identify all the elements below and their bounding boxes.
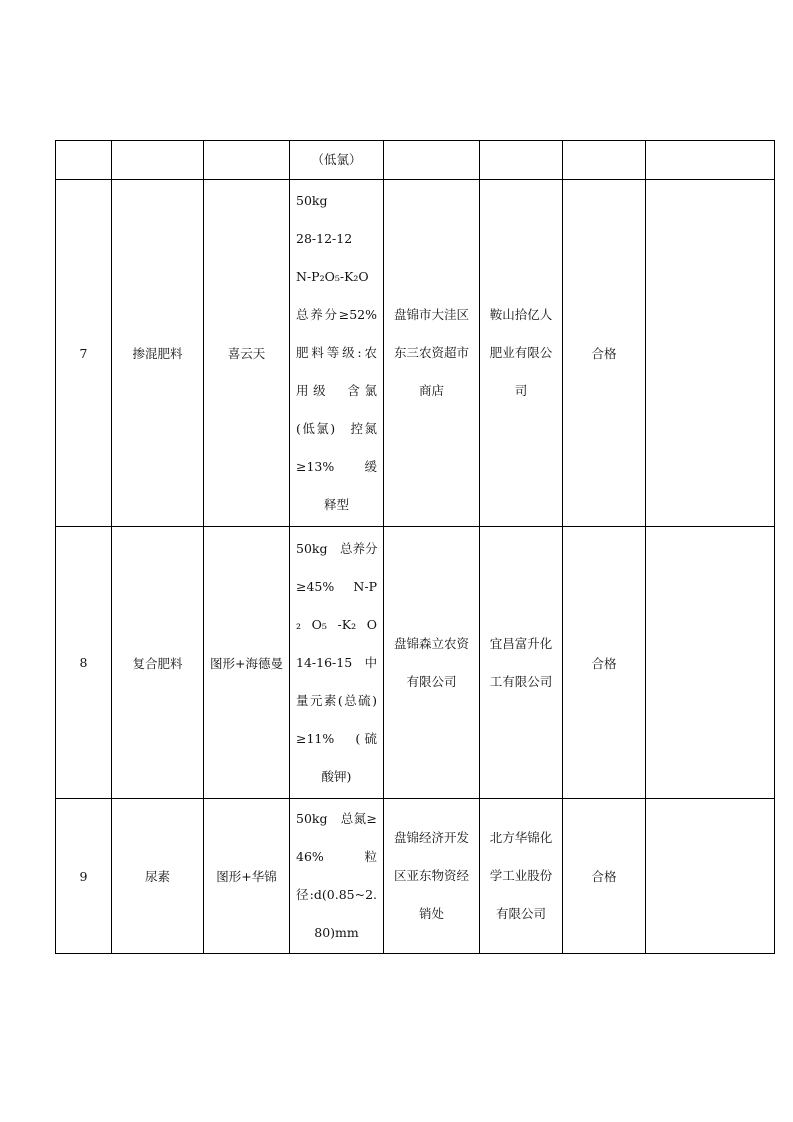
result-cell: 合格 — [563, 180, 646, 527]
seller-cell-line: 商店 — [418, 383, 444, 398]
serial-number-cell — [56, 141, 112, 180]
seller-cell-line: 盘锦经济开发 — [393, 830, 469, 845]
remark-cell — [646, 527, 775, 799]
product-name-cell: 掺混肥料 — [112, 180, 204, 527]
manufacturer-cell-line: 司 — [514, 383, 528, 398]
seller-cell-line: 区亚东物资经 — [393, 868, 469, 883]
spec-cell-line: 50kg — [296, 193, 328, 208]
seller-cell-line: 盘锦森立农资 — [393, 635, 469, 651]
spec-cell-line: 总养分≥52% — [296, 307, 377, 322]
spec-cell-line: ≥45% N-P — [296, 578, 377, 594]
manufacturer-cell — [480, 180, 563, 527]
product-name-cell — [112, 141, 204, 180]
spec-cell — [290, 141, 384, 180]
spec-cell-line: 28-12-12 — [296, 231, 353, 246]
spec-cell-line: ₂ O₅ -K₂ O — [296, 616, 377, 632]
table-row — [56, 141, 775, 180]
manufacturer-cell-line: 肥业有限公 — [489, 345, 553, 360]
spec-cell-line: 肥料等级:农 — [296, 345, 377, 360]
trademark-cell — [204, 141, 290, 180]
spec-cell-line: （低氯） — [311, 152, 362, 167]
inspection-table — [55, 140, 775, 954]
manufacturer-cell-line: 学工业股份 — [489, 868, 553, 883]
table-row — [56, 527, 775, 799]
spec-cell-line: 酸钾) — [321, 768, 352, 784]
manufacturer-cell-line: 北方华锦化 — [489, 830, 553, 845]
table-row — [56, 799, 775, 954]
seller-cell — [384, 799, 480, 954]
result-cell: 合格 — [563, 799, 646, 954]
seller-cell-line: 销处 — [418, 906, 444, 921]
trademark-cell: 图形+海德曼 — [204, 527, 290, 799]
spec-cell-line: 50kg 总氮≥ — [296, 811, 377, 826]
manufacturer-cell — [480, 527, 563, 799]
manufacturer-cell — [480, 141, 563, 180]
serial-number-cell: 8 — [56, 527, 112, 799]
trademark-cell: 图形+华锦 — [204, 799, 290, 954]
spec-cell-line: 80)mm — [314, 925, 359, 940]
spec-cell — [290, 527, 384, 799]
spec-cell-line: (低氯) 控氮 — [296, 421, 377, 436]
product-name-cell: 复合肥料 — [112, 527, 204, 799]
manufacturer-cell-line: 鞍山拾亿人 — [489, 307, 553, 322]
spec-cell-line: N-P₂O₅-K₂O — [296, 269, 369, 284]
manufacturer-cell-line: 工有限公司 — [489, 673, 553, 689]
manufacturer-cell-line: 宜昌富升化 — [489, 635, 553, 651]
manufacturer-cell — [480, 799, 563, 954]
spec-cell-line: 14-16-15 中 — [296, 654, 378, 670]
trademark-cell: 喜云天 — [204, 180, 290, 527]
seller-cell-line: 有限公司 — [406, 673, 457, 689]
spec-cell-line: ≥11% (硫 — [296, 730, 377, 746]
remark-cell — [646, 799, 775, 954]
seller-cell — [384, 527, 480, 799]
result-cell — [563, 141, 646, 180]
spec-cell-line: 量元素(总硫) — [296, 692, 377, 708]
spec-cell-line: 释型 — [323, 497, 349, 512]
product-name-cell: 尿素 — [112, 799, 204, 954]
seller-cell — [384, 180, 480, 527]
seller-cell-line: 盘锦市大洼区 — [393, 307, 469, 322]
seller-cell — [384, 141, 480, 180]
manufacturer-cell-line: 有限公司 — [495, 906, 546, 921]
serial-number-cell: 7 — [56, 180, 112, 527]
serial-number-cell: 9 — [56, 799, 112, 954]
spec-cell-line: ≥13% 缓 — [296, 459, 377, 474]
spec-cell-line: 径:d(0.85~2. — [296, 887, 377, 902]
spec-cell — [290, 180, 384, 527]
table-row — [56, 180, 775, 527]
seller-cell-line: 东三农资超市 — [393, 345, 469, 360]
remark-cell — [646, 141, 775, 180]
spec-cell — [290, 799, 384, 954]
remark-cell — [646, 180, 775, 527]
result-cell: 合格 — [563, 527, 646, 799]
spec-cell-line: 46% 粒 — [296, 849, 377, 864]
spec-cell-line: 50kg 总养分 — [296, 540, 378, 556]
spec-cell-line: 用级 含氯 — [296, 383, 377, 398]
table-body — [56, 141, 775, 954]
